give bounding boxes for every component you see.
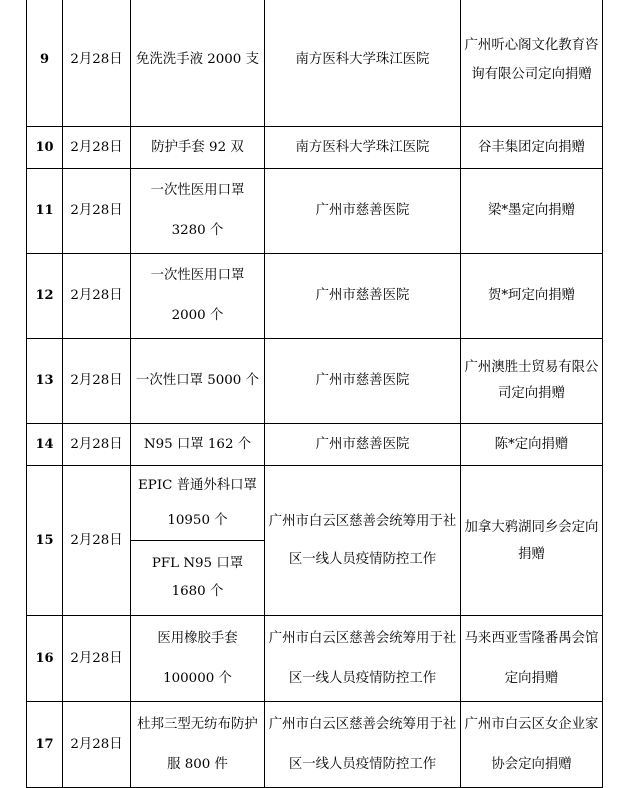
row-donor: 谷丰集团定向捐赠 [461,127,603,169]
row-item: 免洗洗手液 2000 支 [131,0,265,127]
row-date: 2月28日 [63,254,131,339]
row-item: EPIC 普通外科口罩 10950 个 [131,466,264,541]
row-number: 12 [27,254,63,339]
row-item: 一次性医用口罩 3280 个 [131,169,265,254]
row-recipient: 广州市慈善医院 [265,424,461,466]
table-row [27,0,603,127]
row-item-split [131,466,265,616]
row-recipient: 广州市白云区慈善会统筹用于社区一线人员疫情防控工作 [265,616,461,702]
table-row [27,254,603,339]
row-date: 2月28日 [63,169,131,254]
row-date: 2月28日 [63,127,131,169]
row-item: 一次性口罩 5000 个 [131,339,265,424]
table-row [27,616,603,702]
row-number: 13 [27,339,63,424]
row-date: 2月28日 [63,0,131,127]
row-recipient: 广州市慈善医院 [265,254,461,339]
row-date: 2月28日 [63,339,131,424]
table-row [27,424,603,466]
row-item: 一次性医用口罩 2000 个 [131,254,265,339]
row-number: 14 [27,424,63,466]
row-recipient: 广州市慈善医院 [265,169,461,254]
row-recipient: 广州市白云区慈善会统筹用于社区一线人员疫情防控工作 [265,702,461,788]
row-donor: 贺*珂定向捐赠 [461,254,603,339]
table-row [27,127,603,169]
row-item: 防护手套 92 双 [131,127,265,169]
row-donor: 梁*墨定向捐赠 [461,169,603,254]
row-donor: 加拿大鸦湖同乡会定向捐赠 [461,466,603,616]
donation-table [26,0,603,788]
row-donor: 广州澳胜士贸易有限公司定向捐赠 [461,339,603,424]
row-recipient: 南方医科大学珠江医院 [265,127,461,169]
table-row [27,466,603,616]
table-row [27,702,603,788]
row-date: 2月28日 [63,466,131,616]
row-item: 杜邦三型无纺布防护服 800 件 [131,702,265,788]
row-donor: 陈*定向捐赠 [461,424,603,466]
row-donor: 马来西亚雪隆番禺会馆定向捐赠 [461,616,603,702]
row-date: 2月28日 [63,616,131,702]
row-number: 11 [27,169,63,254]
row-number: 10 [27,127,63,169]
row-item: 医用橡胶手套 100000 个 [131,616,265,702]
row-recipient: 广州市白云区慈善会统筹用于社区一线人员疫情防控工作 [265,466,461,616]
row-date: 2月28日 [63,424,131,466]
row-item: N95 口罩 162 个 [131,424,265,466]
row-number: 16 [27,616,63,702]
table-row [27,169,603,254]
row-recipient: 广州市慈善医院 [265,339,461,424]
row-donor: 广州听心阁文化教育咨询有限公司定向捐赠 [461,0,603,127]
table-row [27,339,603,424]
row-date: 2月28日 [63,702,131,788]
row-recipient: 南方医科大学珠江医院 [265,0,461,127]
row-number: 9 [27,0,63,127]
row-donor: 广州市白云区女企业家协会定向捐赠 [461,702,603,788]
row-number: 17 [27,702,63,788]
row-item-secondary: PFL N95 口罩 1680 个 [151,556,244,599]
row-number: 15 [27,466,63,616]
